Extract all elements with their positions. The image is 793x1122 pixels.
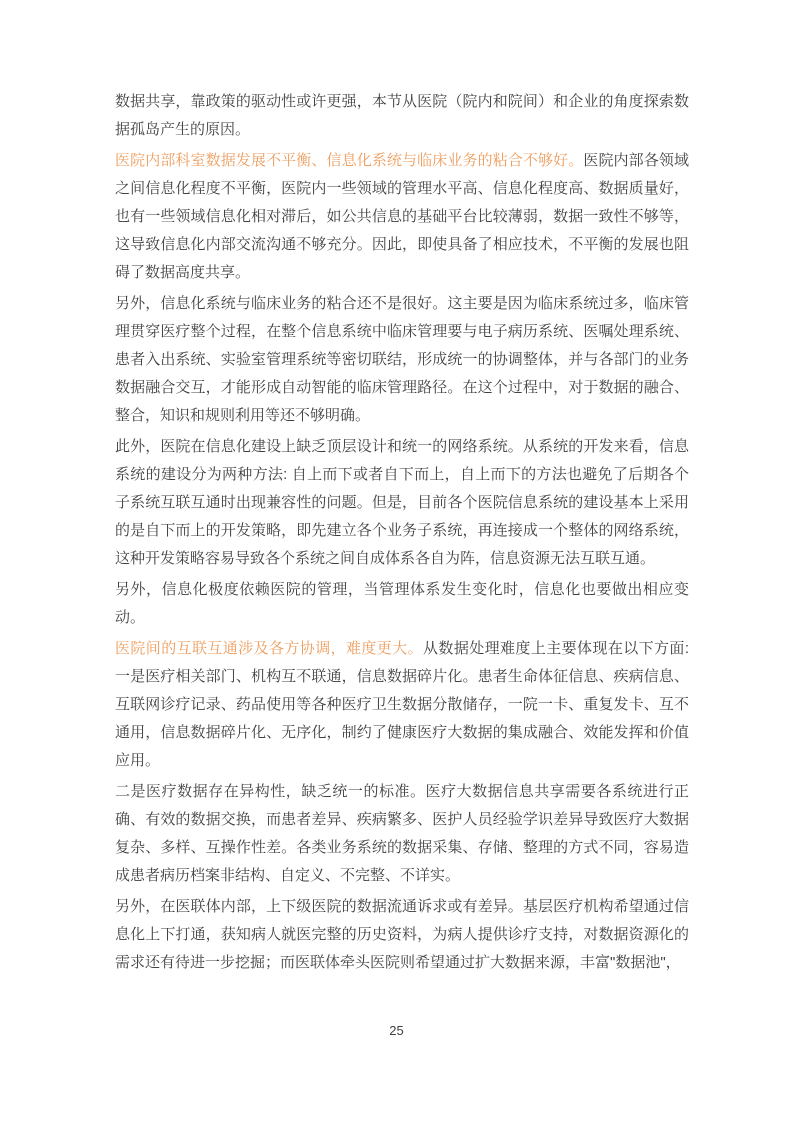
- paragraph: [115, 290, 689, 430]
- body-text: 从数据处理难度上主要体现在以下方面: 一是医疗相关部门、机构互不联通，信息数据碎片化。患者生命体征信息、疾病信息、互联网诊疗记录、药品使用等各种医疗卫生数据分散储存，一院一卡、重复发卡、互不通用，信息数据碎片化、无序化，制约了健康医疗大数据的集成融合、效能发挥和价值应用。: [115, 640, 689, 769]
- paragraph: [115, 433, 689, 573]
- body-text: 二是医疗数据存在异构性，缺乏统一的标准。医疗大数据信息共享需要各系统进行正确、有效的数据交换，而患者差异、疾病繁多、医护人员经验学识差异导致医疗大数据复杂、多样、互操作性差。各类业务系统的数据采集、存储、整理的方式不同，容易造成患者病历档案非结构、自定义、不完整、不详实。: [115, 783, 689, 884]
- text-block: [115, 88, 689, 980]
- body-text: 医院内部各领域之间信息化程度不平衡，医院内一些领域的管理水平高、信息化程度高、数据质量好，也有一些领域信息化相对滞后，如公共信息的基础平台比较薄弱，数据一致性不够等，这导致信息化内部交流沟通不够充分。因此，即使具备了相应技术，不平衡的发展也阻碍了数据高度共享。: [115, 152, 689, 281]
- paragraph: [115, 778, 689, 890]
- body-text: 另外，信息化极度依赖医院的管理，当管理体系发生变化时，信息化也要做出相应变动。: [115, 581, 689, 626]
- body-text: 另外，信息化系统与临床业务的粘合还不是很好。这主要是因为临床系统过多，临床管理贯穿医疗整个过程，在整个信息系统中临床管理要与电子病历系统、医嘱处理系统、患者入出系统、实验室管理系统等密切联结，形成统一的协调整体，并与各部门的业务数据融合交互，才能形成自动智能的临床管理路径。在这个过程中，对于数据的融合、整合，知识和规则利用等还不够明确。: [115, 295, 689, 424]
- body-text: 另外，在医联体内部，上下级医院的数据流通诉求或有差异。基层医疗机构希望通过信息化上下打通，获知病人就医完整的历史资料，为病人提供诊疗支持，对数据资源化的需求还有待进一步挖掘；而医联体牵头医院则希望通过扩大数据来源，丰富"数据池"，: [115, 898, 689, 971]
- paragraph: [115, 576, 689, 632]
- paragraph: [115, 893, 689, 977]
- page-footer: [0, 1022, 793, 1040]
- paragraph: [115, 88, 689, 144]
- body-text: 此外，医院在信息化建设上缺乏顶层设计和统一的网络系统。从系统的开发来看，信息系统的建设分为两种方法: 自上而下或者自下而上，自上而下的方法也避免了后期各个子系统互联互通时出现兼容性的问题。但是，目前各个医院信息系统的建设基本上采用的是自下而上的开发策略，即先建立各个业务子系统，再连接成一个整体的网络系统，这种开发策略容易导致各个系统之间自成体系各自为阵，信息资源无法互联互通。: [115, 438, 689, 567]
- highlighted-sentence: 医院内部科室数据发展不平衡、信息化系统与临床业务的粘合不够好。: [115, 152, 584, 169]
- highlighted-sentence: 医院间的互联互通涉及各方协调，难度更大。: [115, 640, 424, 657]
- paragraph: [115, 147, 689, 287]
- page-number: 25: [389, 1023, 404, 1038]
- paragraph: [115, 635, 689, 775]
- body-text: 数据共享，靠政策的驱动性或许更强，本节从医院（院内和院间）和企业的角度探索数据孤岛产生的原因。: [115, 93, 689, 138]
